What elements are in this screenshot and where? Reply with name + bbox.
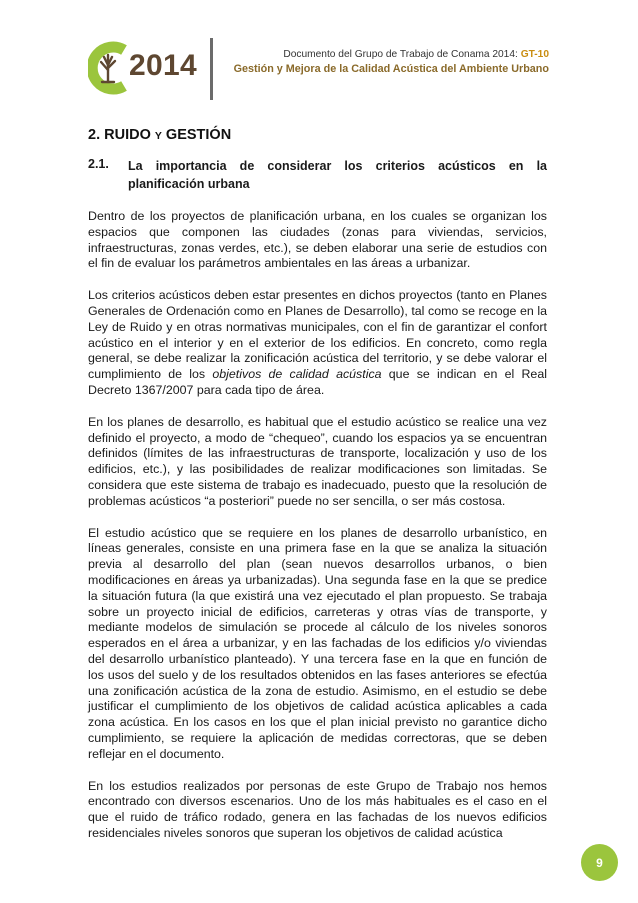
document-label-prefix: Documento del Grupo de Trabajo de Conama 2014: (283, 49, 518, 60)
subsection-number: 2.1. (88, 157, 109, 171)
paragraph: En los planes de desarrollo, es habitual que el estudio acústico se realice una vez definido el proyecto, a modo de “chequeo”, cuando los espacios ya se encuentran definidos (límites de las infraestructuras de transporte, localización y uso de los edificios, etc.), y las posibilidades de realizar modificaciones son limitadas. Se considera que este sistema de trabajo es inadecuado, puesto que la resolución de problemas acústicos “a posteriori” puede no ser sencilla, o ser más costosa. (88, 414, 547, 508)
page-number: 9 (596, 855, 603, 870)
paragraph-text: Los criterios acústicos deben estar presentes en dichos proyectos (tanto en Planes Generales de Ordenación como en Planes de Desarrollo), tal como se recoge en la Ley de Ruido y en otras normativas municipales, con el fin de garantizar el confort acústico en el interior y en el exterior de los edificios. En concreto, como regla general, se debe realizar la zonificación acústica del territorio, y se debe valorar el cumplimiento de los (88, 288, 547, 382)
logo-year: 2014 (129, 49, 197, 82)
paragraph (88, 288, 547, 399)
section-heading-end: GESTIÓN (165, 127, 232, 143)
header-divider (210, 38, 213, 100)
page-number-badge (581, 844, 618, 881)
section-heading-small: Y (154, 130, 162, 142)
conama-logo (88, 40, 206, 96)
document-subtitle: Gestión y Mejora de la Calidad Acústica del Ambiente Urbano (233, 63, 549, 75)
subsection-title: La importancia de considerar los criterios acústicos en la planificación urbana (128, 159, 547, 191)
paragraph: El estudio acústico que se requiere en los planes de desarrollo urbanístico, en líneas generales, consiste en una primera fase en la que se analiza la situación previa al desarrollo del plan (sean nuevos desarrollos urbanos, o bien modificaciones en áreas ya urbanizadas). Una segunda fase en la que se predice la situación futura (la que existirá una vez ejecutado el plan propuesto. Se trabaja sobre un proyecto inicial de edificios, carreteras y otras vías de transporte, y mediante modelos de simulación se procede al cálculo de los niveles sonoros esperados en el área a urbanizar, y en las fachadas de los edificios y/o viviendas del desarrollo urbanístico planteado). Y una tercera fase en la que en función de los usos del suelo y de los resultados obtenidos en las fases anteriores se efectúa una zonificación acústica de la zona de estudio. Asimismo, en el estudio se debe justificar el cumplimiento de los objetivos de calidad acústica aplicables a cada zona acústica. En los casos en los que el plan inicial previsto no garantice dicho cumplimiento, se requiere la aplicación de medidas correctoras, que se deben reflejar en el documento. (88, 525, 547, 761)
paragraph-text: que se indican en el Real Decreto 1367/2007 para cada tipo de área. (88, 367, 547, 397)
document-label (283, 49, 549, 60)
paragraph: Dentro de los proyectos de planificación urbana, en los cuales se organizan los espacios que componen las ciudades (zonas para viviendas, servicios, infraestructuras, zonas verdes, etc.), se deben elaborar una serie de estudios con el fin de evaluar los parámetros ambientales en las áreas a urbanizar. (88, 209, 547, 271)
paragraph: En los estudios realizados por personas de este Grupo de Trabajo nos hemos encontrado con diversos escenarios. Uno de los más habituales es el caso en el que el ruido de tráfico rodado, genera en las fachadas de los nuevos edificios residenciales niveles sonoros que superan los objetivos de calidad acústica (88, 778, 547, 840)
body-text (88, 209, 547, 858)
working-group-code: GT-10 (520, 49, 549, 60)
section-heading-main: 2. RUIDO (88, 127, 151, 143)
paragraph-emphasis: objetivos de calidad acústica (212, 367, 382, 382)
section-heading (88, 127, 231, 143)
